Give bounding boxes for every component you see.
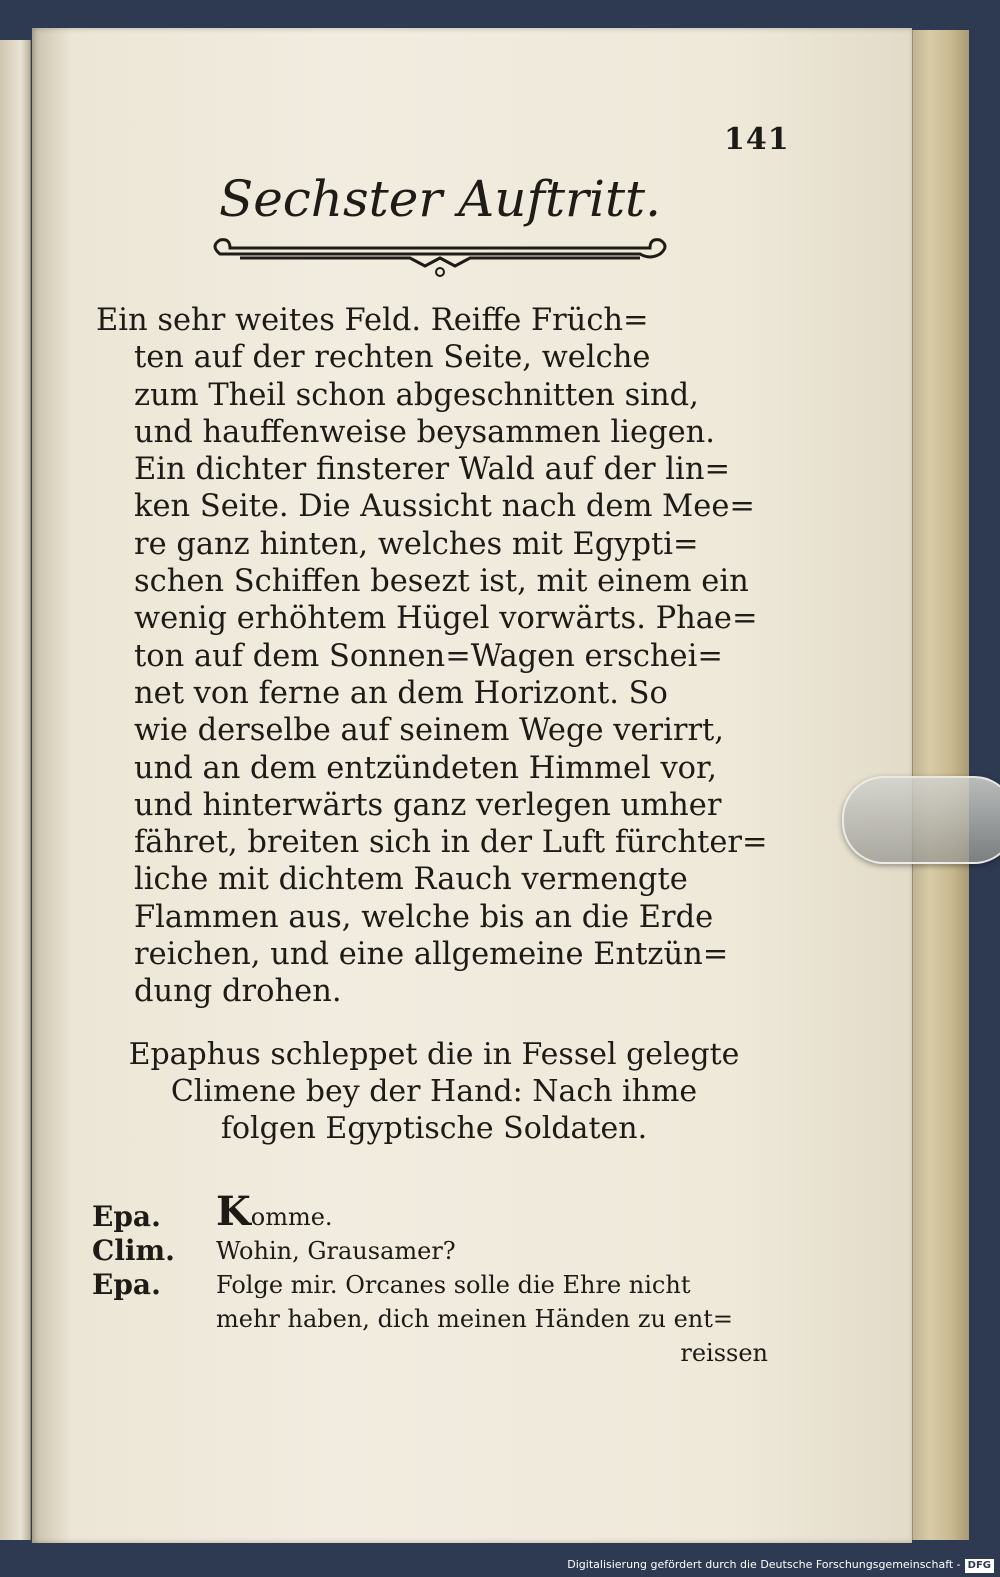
scene-title: Sechster Auftritt. bbox=[218, 170, 662, 228]
drop-initial: K bbox=[216, 1188, 251, 1235]
dfg-logo-icon: DFG bbox=[965, 1559, 994, 1573]
speaker-name: Epa. bbox=[92, 1200, 161, 1233]
page-number: 141 bbox=[724, 122, 790, 157]
stage-line: Ein dichter finsterer Wald auf der lin= bbox=[134, 452, 731, 488]
digitization-footer bbox=[0, 1552, 1000, 1577]
stage-line: liche mit dichtem Rauch vermengte bbox=[134, 862, 688, 898]
entrance-line: Climene bey der Hand: Nach ihme bbox=[170, 1074, 698, 1109]
page-holder-clip bbox=[842, 776, 1000, 864]
footer-credit: Digitalisierung gefördert durch die Deutsche Forschungsgemeinschaft - bbox=[567, 1558, 961, 1571]
stage-line: ton auf dem Sonnen=Wagen erschei= bbox=[134, 638, 723, 674]
dialogue-line bbox=[92, 1268, 782, 1302]
stage-line: und an dem entzündeten Himmel vor, bbox=[134, 750, 717, 786]
speech-text: Folge mir. Orcanes solle die Ehre nicht bbox=[216, 1271, 691, 1299]
stage-line: Ein sehr weites Feld. Reiffe Früch= bbox=[96, 303, 649, 338]
stage-line: fähret, breiten sich in der Luft fürchter= bbox=[134, 825, 768, 861]
dialogue bbox=[92, 1188, 782, 1370]
dialogue-line bbox=[92, 1302, 782, 1336]
speech-text: mehr haben, dich meinen Händen zu ent= bbox=[216, 1305, 734, 1333]
speech-text bbox=[216, 1188, 768, 1235]
stage-direction bbox=[96, 302, 772, 1011]
stage-line: ten auf der rechten Seite, welche bbox=[134, 340, 651, 376]
stage-line: net von ferne an dem Horizont. So bbox=[134, 675, 668, 711]
dialogue-line bbox=[92, 1234, 782, 1268]
speech-text: reissen bbox=[680, 1339, 768, 1367]
speaker-name: Epa. bbox=[92, 1268, 161, 1301]
entrance-line: Epaphus schleppet die in Fessel gelegte bbox=[128, 1037, 740, 1072]
stage-line: wie derselbe auf seinem Wege verirrt, bbox=[134, 713, 724, 749]
dialogue-line bbox=[92, 1188, 782, 1235]
stage-line: reichen, und eine allgemeine Entzün= bbox=[134, 937, 729, 973]
stage-line: ken Seite. Die Aussicht nach dem Mee= bbox=[134, 489, 755, 525]
speech-text: Wohin, Grausamer? bbox=[216, 1237, 456, 1265]
stage-line: Flammen aus, welche bis an die Erde bbox=[134, 899, 714, 935]
title-ornament bbox=[210, 236, 670, 280]
speaker-name: Clim. bbox=[92, 1234, 175, 1267]
entrance-line: folgen Egyptische Soldaten. bbox=[220, 1111, 648, 1146]
facing-page-edge bbox=[0, 40, 31, 1540]
stage-line: und hauffenweise beysammen liegen. bbox=[134, 414, 715, 450]
entrance-direction bbox=[96, 1036, 772, 1147]
stage-line: zum Theil schon abgeschnitten sind, bbox=[134, 377, 699, 413]
stage-line: re ganz hinten, welches mit Egypti= bbox=[134, 526, 699, 562]
speech-rest: omme. bbox=[250, 1203, 333, 1231]
dialogue-line bbox=[92, 1336, 782, 1370]
stage-line: schen Schiffen besezt ist, mit einem ein bbox=[134, 564, 749, 600]
stage-line: und hinterwärts ganz verlegen umher bbox=[134, 787, 722, 823]
stage-line: dung drohen. bbox=[134, 974, 342, 1010]
stage-line: wenig erhöhtem Hügel vorwärts. Phae= bbox=[134, 601, 758, 637]
